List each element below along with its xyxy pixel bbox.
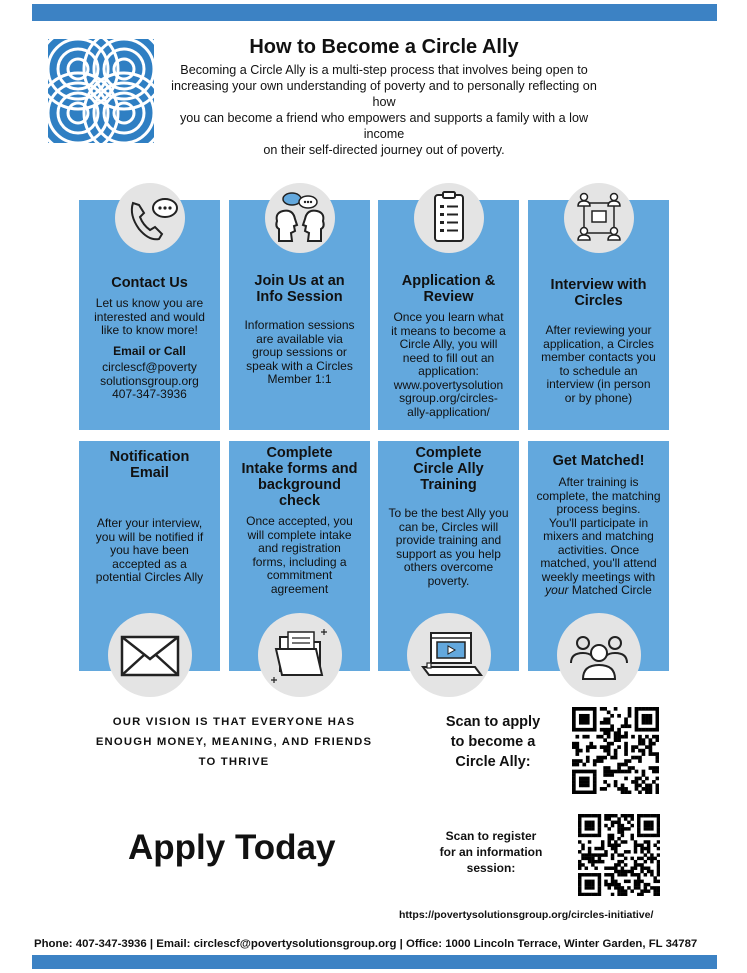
bottom-band (32, 955, 717, 969)
laptop-video-icon (407, 613, 491, 697)
envelope-icon (108, 613, 192, 697)
qr-code-register[interactable] (578, 814, 660, 896)
top-band (32, 4, 717, 21)
circles-logo (48, 39, 154, 143)
step-description: To be the best Ally you can be, Circles will provide training and support as you help others overcome poverty. (388, 506, 509, 588)
step-description: Let us know you are interested and would like to know more! (94, 296, 205, 337)
scan-to-apply-label: Scan to apply to become a Circle Ally: (445, 714, 541, 770)
step-description: After reviewing your application, a Circles member contacts you to schedule an interview (in person or by phone) (541, 323, 656, 405)
qr-code-apply[interactable] (572, 707, 659, 794)
step-title: Complete Circle Ally Training (413, 445, 484, 493)
step-card-info-session (229, 200, 370, 430)
step-card-notification (79, 441, 220, 671)
contact-subtitle: Email or Call (113, 343, 186, 358)
apply-today-heading: Apply Today (128, 828, 336, 867)
scan-to-register-label: Scan to register for an information session: (439, 829, 543, 875)
step-title: Complete Intake forms and background check (241, 445, 358, 509)
contact-footer: Phone: 407-347-3936 | Email: circlescf@povertysolutionsgroup.org | Office: 1000 Lincoln Terrace, Winter Garden, FL 34787 (34, 938, 698, 950)
intro-paragraph: Becoming a Circle Ally is a multi-step process that involves being open to increasing your own understanding of poverty and to personally reflecting on how you can become a friend who empowers and supports a family with a low income on their self-directed journey out of poverty. (171, 63, 597, 157)
step-description: After your interview, you will be notified if you have been accepted as a potential Circles Ally (95, 516, 204, 584)
page-title: How to Become a Circle Ally (249, 36, 519, 58)
step-title: Interview with Circles (550, 277, 647, 309)
step-card-get-matched (528, 441, 669, 671)
step-title: Contact Us (111, 275, 188, 291)
step-title: Notification Email (109, 449, 190, 481)
phone-chat-icon (115, 183, 185, 253)
folder-icon (258, 613, 342, 697)
group-icon (557, 613, 641, 697)
step-card-intake-forms (229, 441, 370, 671)
vision-statement: OUR VISION IS THAT EVERYONE HAS ENOUGH MONEY, MEANING, AND FRIENDS TO THRIVE (95, 716, 373, 768)
network-people-icon (564, 183, 634, 253)
step-description: Once you learn what it means to become a Circle Ally, you will need to fill out an application: www.povertysolution sgroup.org/circles- ally-application/ (391, 310, 506, 419)
step-card-training (378, 441, 519, 671)
step-title: Get Matched! (552, 453, 645, 469)
step-title: Join Us at an Info Session (254, 273, 345, 305)
website-link[interactable]: https://povertysolutionsgroup.org/circles-initiative/ (399, 909, 654, 921)
step-title: Application & Review (401, 273, 496, 305)
clipboard-icon (414, 183, 484, 253)
step-description: Information sessions are available via group sessions or speak with a Circles Member 1:1 (244, 318, 355, 386)
conversation-heads-icon (265, 183, 335, 253)
contact-details: circlescf@poverty solutionsgroup.org 407-347-3936 (100, 360, 199, 401)
step-card-interview (528, 200, 669, 430)
step-description: Once accepted, you will complete intake and registration forms, including a commitment agreement (246, 514, 353, 596)
step-description: After training is complete, the matching process begins. You'll participate in mixers and matching activities. Once matched, you'll attend weekly meetings with your Matched Circle (536, 475, 661, 597)
step-card-contact-us (79, 200, 220, 430)
step-card-application (378, 200, 519, 430)
